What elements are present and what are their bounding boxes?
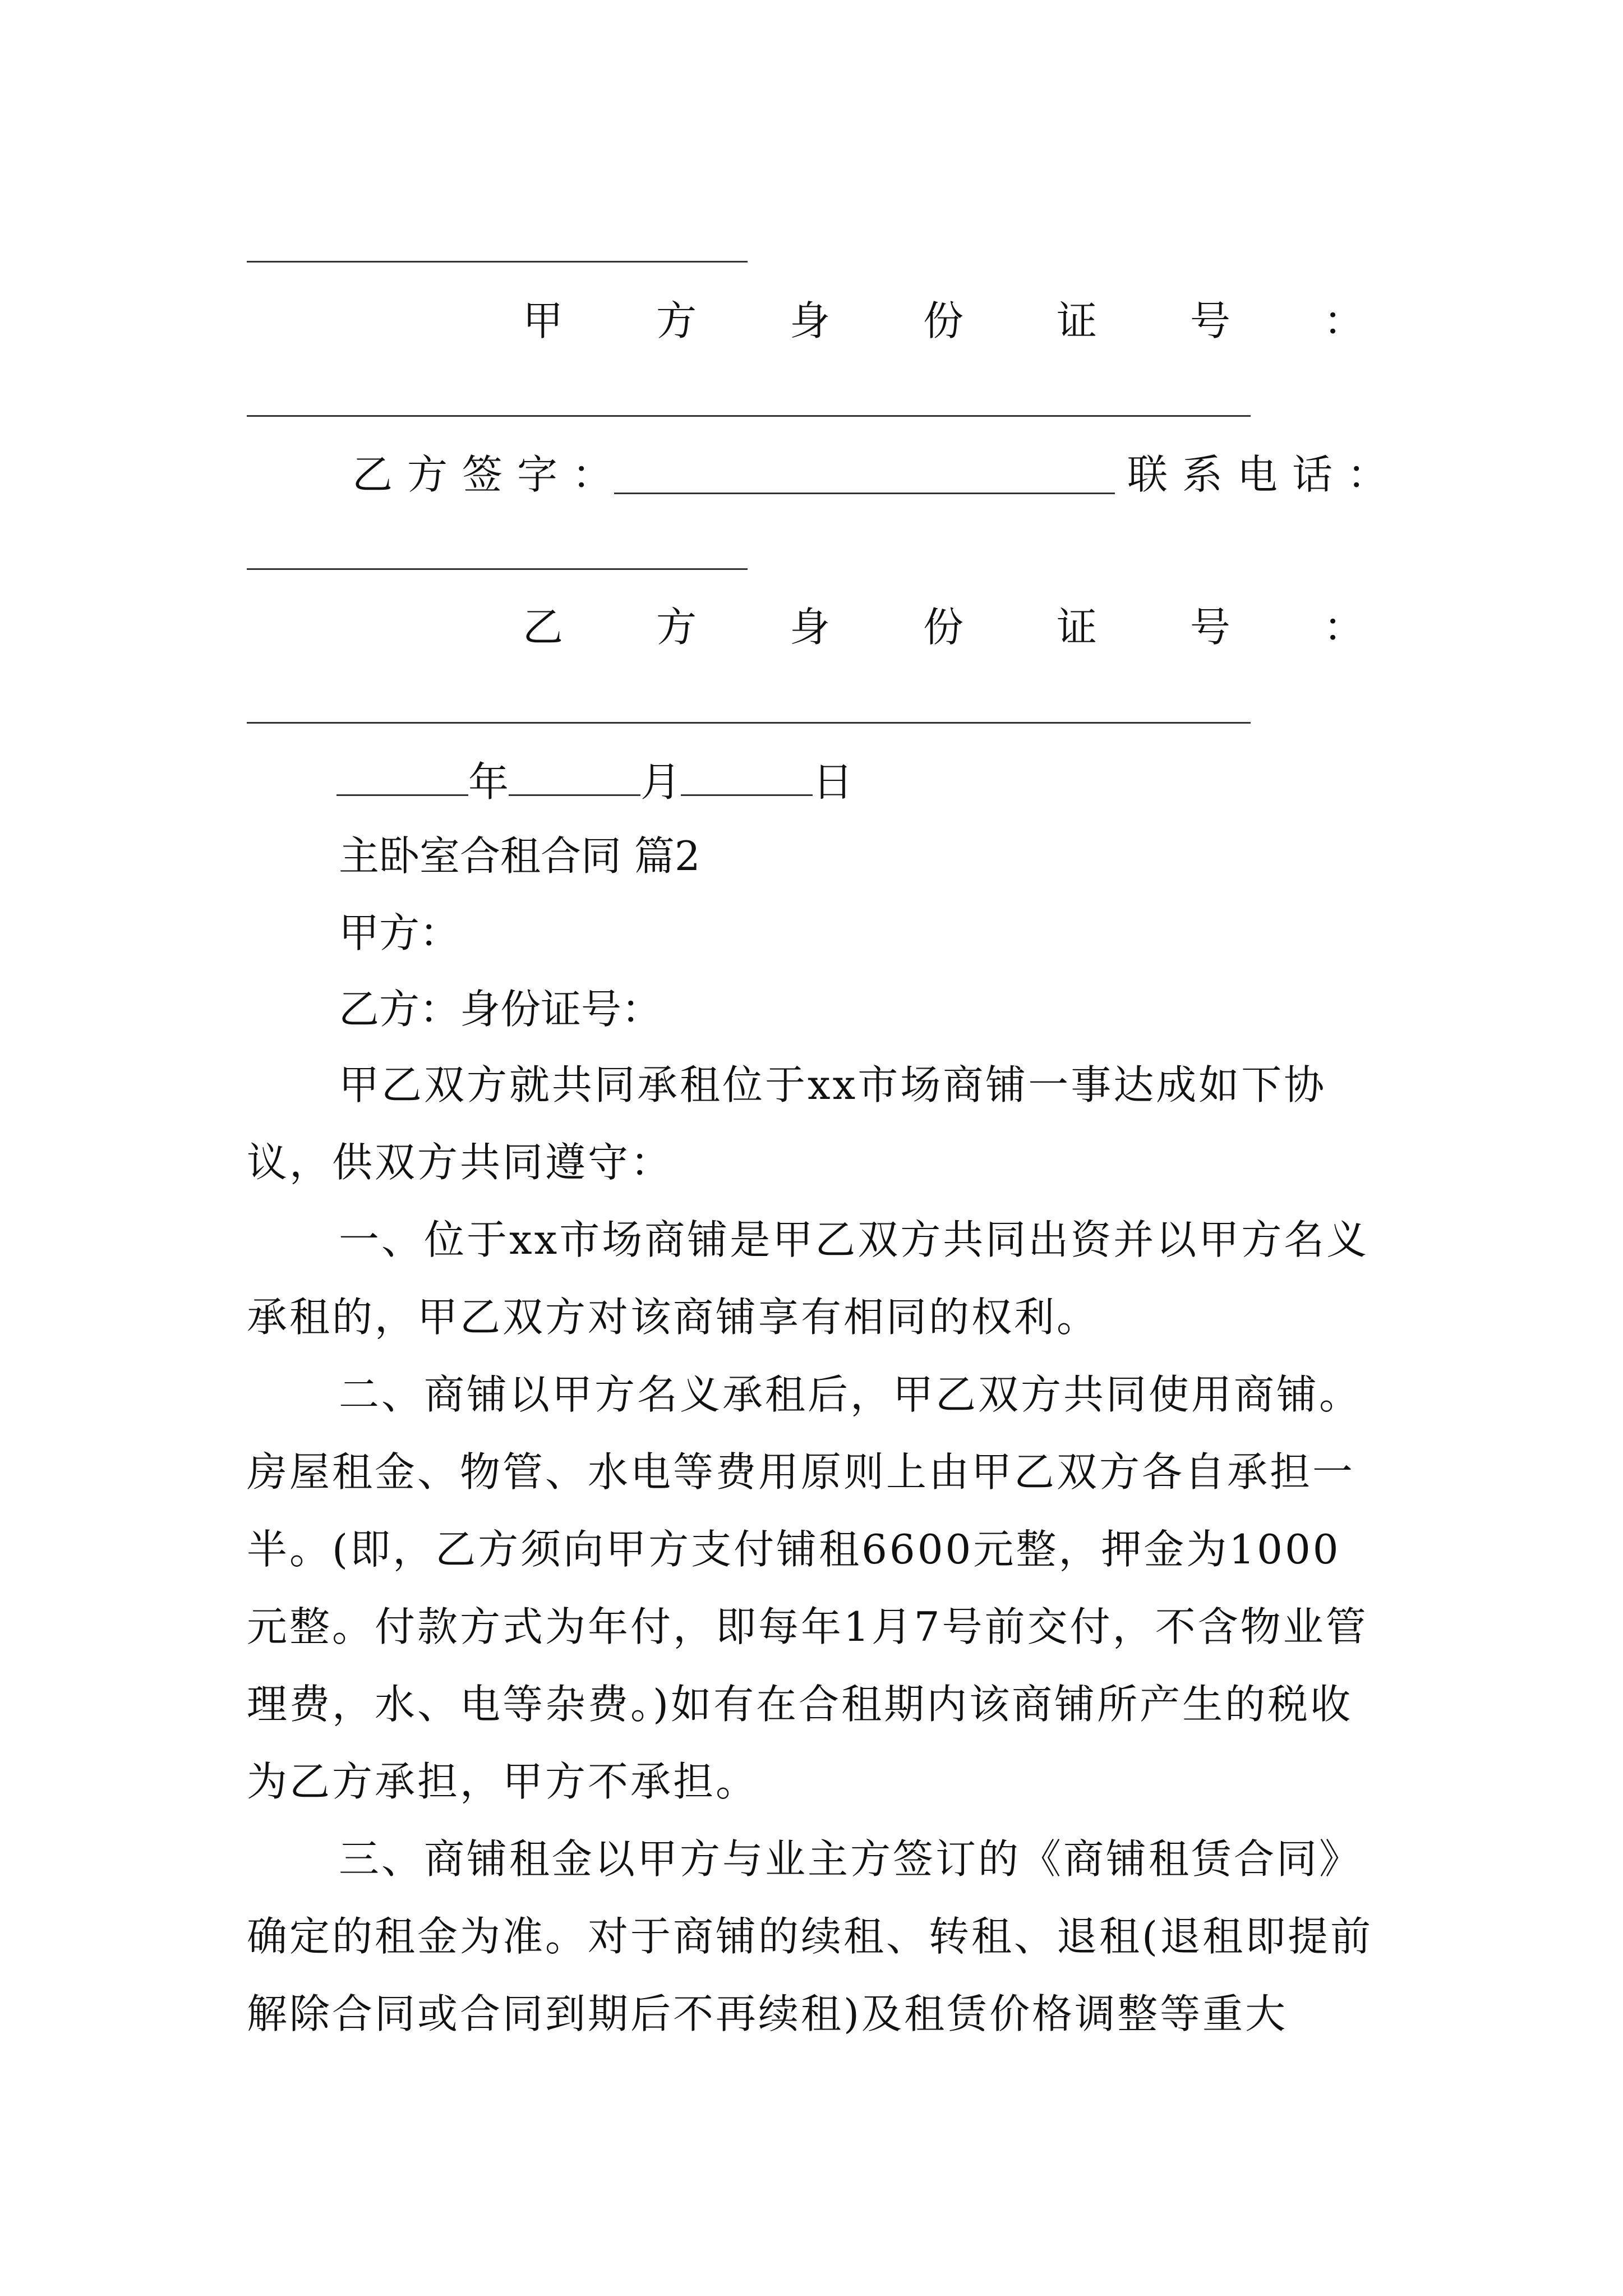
label-char: ： [1323,604,1364,651]
paragraph-intro: 甲乙双方就共同承租位于xx市场商铺一事达成如下协议，供双方共同遵守： [247,1061,1327,1186]
label-char: 方 [656,604,697,651]
party-b-line: 乙方：身份证号： [339,986,662,1033]
month-label: 月 [640,758,681,806]
contract-body [247,1046,1380,2053]
label-char: 证 [1056,297,1097,344]
year-label: 年 [468,758,509,806]
party-b-id-label [523,604,1364,651]
party-b-id-underline [247,722,1251,724]
paragraph-clause-2: 二、商铺以甲方名义承租后，甲乙双方共同使用商铺。房屋租金、物管、水电等费用原则上由甲乙双方各自承担一半。(即，乙方须向甲方支付铺租6600元整，押金为1000元整。付款方式为年付，即每年1月7号前交付，不含物业管理费，水、电等杂费。)如有在合租期内该商铺所产生的税收为乙方承担，甲方不承担。 [247,1371,1368,1805]
label-char: 份 [923,604,963,651]
party-b-sign-row [352,451,628,498]
contract-title: 主卧室合租合同 篇2 [339,832,700,880]
month-blank [509,760,640,796]
label-char: ： [1323,297,1364,344]
paragraph-clause-1: 一、位于xx市场商铺是甲乙双方共同出资并以甲方名义承租的，甲乙双方对该商铺享有相同的权利。 [247,1216,1370,1341]
party-b-phone-underline [247,568,748,570]
party-a-id-label [523,297,1364,344]
label-char: 身 [789,604,830,651]
label-char: 方 [656,297,697,344]
label-char: 号 [1189,297,1230,344]
year-blank [336,760,468,796]
label-char: 证 [1056,604,1097,651]
day-blank [681,760,813,796]
party-b-phone-label: 联系电话： [1127,451,1403,498]
party-b-sign-label: 乙方签字： [352,451,628,498]
signature-underline [247,261,748,263]
label-char: 身 [789,297,830,344]
party-b-sign-underline [614,493,1115,494]
label-char: 甲 [523,297,564,344]
party-a-line: 甲方： [339,909,460,956]
party-b-phone-row [1127,451,1403,498]
day-label: 日 [813,758,854,806]
paragraph-clause-3: 三、商铺租金以甲方与业主方签订的《商铺租赁合同》确定的租金为准。对于商铺的续租、转租、退租(退租即提前解除合同或合同到期后不再续租)及租赁价格调整等重大 [247,1835,1373,2037]
label-char: 份 [923,297,963,344]
label-char: 号 [1189,604,1230,651]
label-char: 乙 [523,604,564,651]
party-a-id-underline [247,415,1251,417]
date-line [336,758,854,806]
